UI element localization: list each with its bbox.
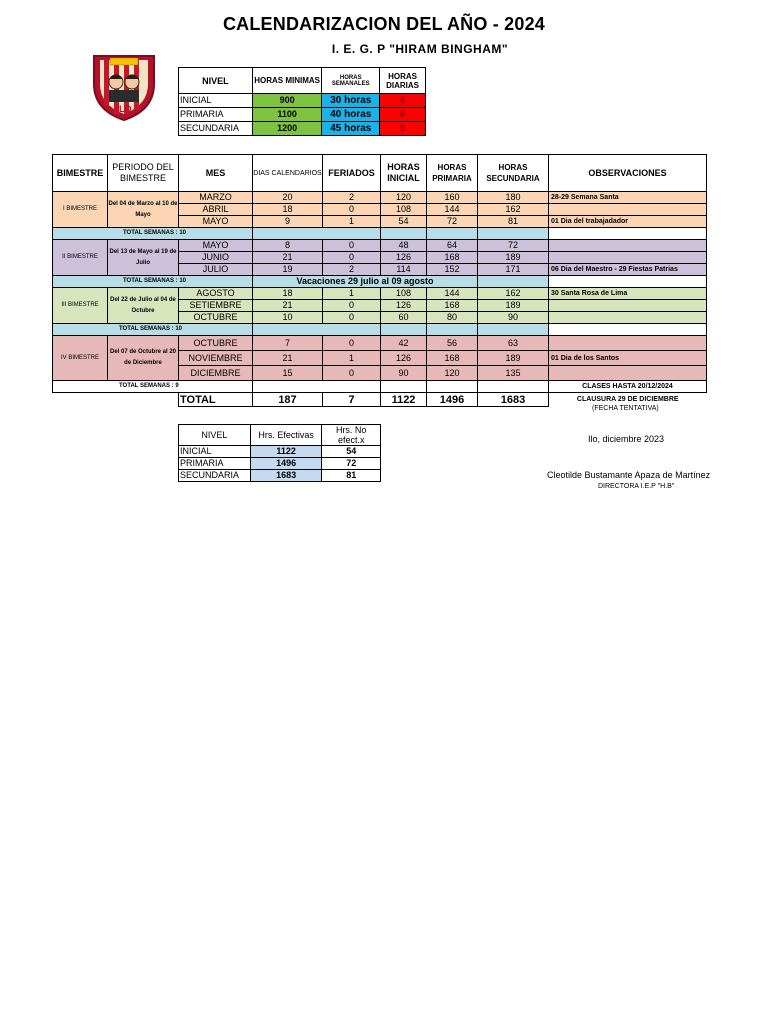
hours-inicial-cell: 120 — [381, 192, 427, 204]
weekly-hours-cell: 30 horas — [322, 94, 380, 108]
days-cell: 18 — [253, 204, 323, 216]
hours-primaria-cell: 72 — [427, 216, 478, 228]
holidays-cell: 1 — [323, 288, 381, 300]
holidays-cell: 0 — [323, 300, 381, 312]
table-row — [179, 470, 381, 482]
daily-hours-cell: 6 — [380, 94, 426, 108]
days-cell: 21 — [253, 351, 323, 366]
hours-secundaria-cell: 189 — [478, 300, 549, 312]
days-cell: 21 — [253, 300, 323, 312]
hours-inicial-cell: 90 — [381, 366, 427, 381]
hours-secundaria-cell: 72 — [478, 240, 549, 252]
min-hours-cell: 900 — [252, 94, 322, 108]
effective-hours-cell: 1122 — [250, 446, 322, 458]
effective-hours-cell: 1683 — [250, 470, 322, 482]
col-mes: MES — [179, 155, 253, 192]
total-hours-inicial-cell: 1122 — [381, 393, 427, 407]
total-weeks-row — [53, 381, 707, 393]
hours-inicial-cell: 108 — [381, 204, 427, 216]
nivel-cell: PRIMARIA — [179, 458, 251, 470]
holidays-cell: 0 — [323, 204, 381, 216]
hours-primaria-cell: 160 — [427, 192, 478, 204]
calendar-table — [52, 154, 707, 407]
table-row — [53, 288, 707, 300]
days-cell: 18 — [253, 288, 323, 300]
total-weeks-label: TOTAL SEMANAS : 10 — [53, 276, 253, 288]
hours-primaria-cell: 168 — [427, 351, 478, 366]
daily-hours-cell: 9 — [380, 122, 426, 136]
hours-inicial-cell: 114 — [381, 264, 427, 276]
days-cell: 9 — [253, 216, 323, 228]
place-date: Ilo, diciembre 2023 — [588, 434, 665, 444]
holidays-cell: 1 — [323, 351, 381, 366]
month-cell: SETIEMBRE — [179, 300, 253, 312]
school-name: I. E. G. P "HIRAM BINGHAM" — [331, 42, 509, 56]
hours-secundaria-cell: 162 — [478, 204, 549, 216]
summary-hours-table — [178, 67, 426, 136]
month-cell: OCTUBRE — [179, 312, 253, 324]
holidays-cell: 2 — [323, 264, 381, 276]
month-cell: MAYO — [179, 240, 253, 252]
table-row — [53, 192, 707, 204]
col-bimestre: BIMESTRE — [53, 155, 108, 192]
holidays-cell: 0 — [323, 336, 381, 351]
bimestre-cell: III BIMESTRE — [53, 288, 108, 324]
total-weeks-row — [53, 324, 707, 336]
total-weeks-row — [53, 228, 707, 240]
col-periodo: PERIODO DEL BIMESTRE — [108, 155, 179, 192]
holidays-cell: 1 — [323, 216, 381, 228]
tentative-date-note: (FECHA TENTATIVA) — [592, 405, 659, 412]
col-nivel: NIVEL — [179, 68, 253, 94]
hours-inicial-cell: 108 — [381, 288, 427, 300]
holidays-cell: 2 — [323, 192, 381, 204]
period-cell: Del 22 de Julio al 04 de Octubre — [108, 288, 179, 324]
total-hours-secundaria-cell: 1683 — [478, 393, 549, 407]
table-row — [53, 240, 707, 252]
effective-hours-cell: 1496 — [250, 458, 322, 470]
signer-name: Cleotilde Bustamante Apaza de Martínez — [547, 470, 711, 480]
col-dias: DIAS CALENDARIOS — [253, 155, 323, 192]
nivel-cell: SECUNDARIA — [179, 470, 251, 482]
daily-hours-cell: 8 — [380, 108, 426, 122]
summary-row — [179, 122, 426, 136]
observation-cell — [549, 336, 707, 351]
hours-inicial-cell: 126 — [381, 351, 427, 366]
bimestre-cell: IV BIMESTRE — [53, 336, 108, 381]
observation-cell: 28-29 Semana Santa — [549, 192, 707, 204]
month-cell: AGOSTO — [179, 288, 253, 300]
days-cell: 7 — [253, 336, 323, 351]
hours-inicial-cell: 60 — [381, 312, 427, 324]
hours-inicial-cell: 48 — [381, 240, 427, 252]
month-cell: MAYO — [179, 216, 253, 228]
total-weeks-row — [53, 276, 707, 288]
observation-cell — [549, 312, 707, 324]
days-cell: 10 — [253, 312, 323, 324]
nivel-cell: PRIMARIA — [179, 108, 253, 122]
month-cell: OCTUBRE — [179, 336, 253, 351]
col-observaciones: OBSERVACIONES — [549, 155, 707, 192]
col-horas-primaria: HORAS PRIMARIA — [427, 155, 478, 192]
hours-secundaria-cell: 171 — [478, 264, 549, 276]
observation-cell: 06 Dia del Maestro - 29 Fiestas Patrias — [549, 264, 707, 276]
hours-inicial-cell: 126 — [381, 300, 427, 312]
month-cell: JUNIO — [179, 252, 253, 264]
total-holidays-cell: 7 — [323, 393, 381, 407]
hours-primaria-cell: 168 — [427, 252, 478, 264]
period-cell: Del 07 de Octubre al 20 de Diciembre — [108, 336, 179, 381]
closing-date-note: CLAUSURA 29 DE DICIEMBRE — [576, 396, 679, 404]
hours-secundaria-cell: 180 — [478, 192, 549, 204]
period-cell: Del 04 de Marzo al 10 de Mayo — [108, 192, 179, 228]
total-hours-primaria-cell: 1496 — [427, 393, 478, 407]
hours-secundaria-cell: 189 — [478, 252, 549, 264]
svg-text:ILO: ILO — [116, 104, 132, 114]
observation-cell: 01 Dia de los Santos — [549, 351, 707, 366]
nivel-cell: INICIAL — [179, 446, 251, 458]
month-cell: JULIO — [179, 264, 253, 276]
days-cell: 15 — [253, 366, 323, 381]
hours-secundaria-cell: 189 — [478, 351, 549, 366]
observation-cell — [549, 252, 707, 264]
holidays-cell: 0 — [323, 312, 381, 324]
hours-secundaria-cell: 135 — [478, 366, 549, 381]
signer-role: DIRECTORA I.E.P "H.B" — [598, 483, 675, 490]
calendar-header-row — [53, 155, 707, 192]
total-weeks-label: TOTAL SEMANAS : 10 — [53, 228, 253, 240]
table-row — [53, 336, 707, 351]
total-weeks-label: TOTAL SEMANAS : 9 — [53, 381, 253, 393]
bimestre-cell: I BIMESTRE — [53, 192, 108, 228]
effective-hours-table — [178, 424, 381, 482]
month-cell: NOVIEMBRE — [179, 351, 253, 366]
col-hrs-no-efectivas: Hrs. No efect.x — [322, 425, 381, 446]
month-cell: MARZO — [179, 192, 253, 204]
period-cell: Del 13 de Mayo al 19 de Julio — [108, 240, 179, 276]
total-weeks-label: TOTAL SEMANAS : 10 — [53, 324, 253, 336]
nivel-cell: INICIAL — [179, 94, 253, 108]
days-cell: 8 — [253, 240, 323, 252]
days-cell: 20 — [253, 192, 323, 204]
month-cell: DICIEMBRE — [179, 366, 253, 381]
col-horas-secundaria: HORAS SECUNDARIA — [478, 155, 549, 192]
hours-primaria-cell: 120 — [427, 366, 478, 381]
weekly-hours-cell: 40 horas — [322, 108, 380, 122]
days-cell: 21 — [253, 252, 323, 264]
table-row — [179, 458, 381, 470]
hours-primaria-cell: 144 — [427, 204, 478, 216]
hours-inicial-cell: 126 — [381, 252, 427, 264]
hours-secundaria-cell: 81 — [478, 216, 549, 228]
hours-primaria-cell: 64 — [427, 240, 478, 252]
col-horas-semanales: HORAS SEMANALES — [322, 68, 380, 94]
hours-primaria-cell: 168 — [427, 300, 478, 312]
non-effective-hours-cell: 72 — [322, 458, 381, 470]
summary-row — [179, 94, 426, 108]
hours-primaria-cell: 152 — [427, 264, 478, 276]
holidays-cell: 0 — [323, 252, 381, 264]
hours-secundaria-cell: 162 — [478, 288, 549, 300]
observation-cell — [549, 240, 707, 252]
hours-secundaria-cell: 63 — [478, 336, 549, 351]
hours-secundaria-cell: 90 — [478, 312, 549, 324]
non-effective-hours-cell: 81 — [322, 470, 381, 482]
col-nivel: NIVEL — [179, 425, 251, 446]
month-cell: ABRIL — [179, 204, 253, 216]
observation-cell: 30 Santa Rosa de Lima — [549, 288, 707, 300]
table-row — [179, 446, 381, 458]
col-hrs-efectivas: Hrs. Efectivas — [250, 425, 322, 446]
col-horas-minimas: HORAS MINIMAS — [252, 68, 322, 94]
bimestre-cell: II BIMESTRE — [53, 240, 108, 276]
hours-primaria-cell: 144 — [427, 288, 478, 300]
hours-inicial-cell: 42 — [381, 336, 427, 351]
non-effective-hours-cell: 54 — [322, 446, 381, 458]
nivel-cell: SECUNDARIA — [179, 122, 253, 136]
page-title: CALENDARIZACION DEL AÑO - 2024 — [222, 14, 546, 34]
col-horas-inicial: HORAS INICIAL — [381, 155, 427, 192]
col-horas-diarias: HORAS DIARIAS — [380, 68, 426, 94]
observation-cell: 01 Dia del trabajadador — [549, 216, 707, 228]
summary-row — [179, 108, 426, 122]
hours-inicial-cell: 54 — [381, 216, 427, 228]
observation-cell — [549, 366, 707, 381]
hours-primaria-cell: 56 — [427, 336, 478, 351]
vacation-note: Vacaciones 29 julio al 09 agosto — [253, 276, 478, 288]
weekly-hours-cell: 45 horas — [322, 122, 380, 136]
total-days-cell: 187 — [253, 393, 323, 407]
grand-total-label: TOTAL — [179, 393, 253, 407]
hours-primaria-cell: 80 — [427, 312, 478, 324]
days-cell: 19 — [253, 264, 323, 276]
col-feriados: FERIADOS — [323, 155, 381, 192]
min-hours-cell: 1100 — [252, 108, 322, 122]
classes-end-note: CLASES HASTA 20/12/2024 — [549, 381, 707, 393]
min-hours-cell: 1200 — [252, 122, 322, 136]
observation-cell — [549, 300, 707, 312]
holidays-cell: 0 — [323, 366, 381, 381]
observation-cell — [549, 204, 707, 216]
school-crest-logo — [90, 50, 158, 122]
holidays-cell: 0 — [323, 240, 381, 252]
